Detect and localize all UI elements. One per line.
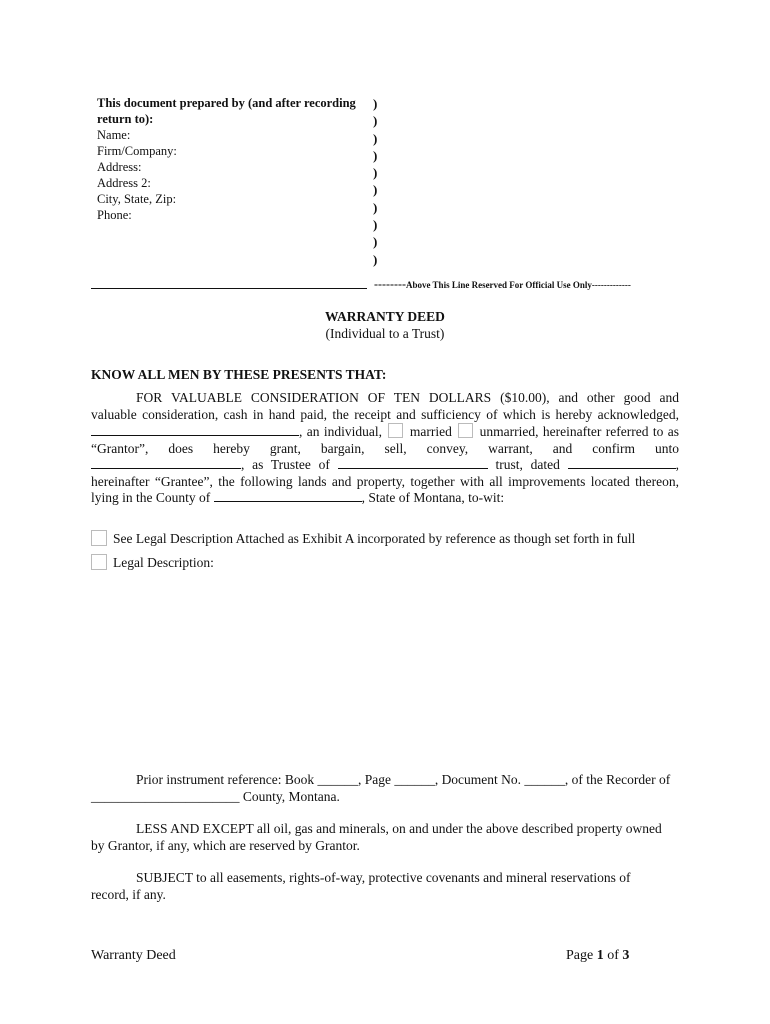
exhibit-a-label: See Legal Description Attached as Exhibit A incorporated by reference as though set forth in full	[113, 531, 636, 546]
document-subtitle: (Individual to a Trust)	[325, 326, 445, 341]
county-blank[interactable]	[214, 490, 362, 502]
legal-description-label: Legal Description:	[113, 555, 214, 570]
legal-description-option	[91, 554, 214, 571]
less-except-line-1: LESS AND EXCEPT all oil, gas and minerals, on and under the above described property owned	[136, 821, 662, 836]
recording-divider	[91, 288, 367, 289]
paren-column	[373, 95, 377, 268]
married-label: married	[409, 424, 452, 439]
reserved-dashes-right: -------------	[591, 280, 631, 290]
know-heading: KNOW ALL MEN BY THESE PRESENTS THAT:	[91, 367, 387, 382]
paren: )	[373, 130, 378, 146]
consideration-paragraph	[91, 390, 679, 507]
prior-line-1: Prior instrument reference: Book ______, Page ______, Document No. ______, of the Recorder of	[136, 772, 671, 787]
paren: )	[373, 251, 378, 267]
subject-paragraph	[91, 870, 679, 903]
consideration-line-4: “Grantor”, does hereby grant, bargain, sell, convey, warrant, and confirm unto	[91, 440, 679, 456]
exhibit-a-checkbox[interactable]	[91, 530, 107, 546]
page-indicator	[566, 948, 629, 964]
consideration-line-6: hereinafter “Grantee”, the following lands and property, together with all improvements located thereon,	[91, 473, 679, 489]
field-address: Address:	[97, 160, 142, 174]
subject-line-2: record, if any.	[91, 886, 166, 902]
unmarried-checkbox[interactable]	[458, 423, 473, 438]
paren: )	[373, 199, 378, 215]
of-word: of	[607, 948, 619, 963]
field-city-state-zip: City, State, Zip:	[97, 192, 177, 206]
field-address2: Address 2:	[97, 176, 151, 190]
trustee-name-blank[interactable]	[91, 457, 241, 469]
trustee-text: , as Trustee of	[241, 457, 330, 472]
footer-title: Warranty Deed	[91, 948, 176, 963]
consideration-line-3	[91, 423, 679, 441]
paren: )	[373, 165, 378, 181]
reserved-text: Above This Line Reserved For Official Use Only	[405, 280, 592, 290]
consideration-line-2: valuable consideration, cash in hand paid, the receipt and sufficiency of which is hereby acknowledged,	[91, 406, 679, 422]
subject-line-1: SUBJECT to all easements, rights-of-way, protective covenants and mineral reservations of	[136, 870, 631, 885]
prior-instrument-paragraph	[91, 772, 679, 805]
prior-line-2: ______________________ County, Montana.	[91, 788, 340, 804]
date-blank[interactable]	[568, 457, 676, 469]
field-phone: Phone:	[97, 208, 132, 222]
married-checkbox[interactable]	[388, 423, 403, 438]
field-name: Name:	[97, 128, 131, 142]
document-title: WARRANTY DEED	[325, 309, 445, 324]
paren: )	[373, 182, 378, 198]
paren: )	[373, 113, 378, 129]
reserved-notice	[374, 277, 631, 292]
preparer-block	[97, 95, 367, 223]
paren: )	[373, 96, 378, 111]
legal-description-checkbox[interactable]	[91, 554, 107, 570]
less-except-paragraph	[91, 821, 679, 854]
consideration-line-5	[91, 457, 679, 474]
page-number: 1	[596, 948, 604, 963]
unmarried-label: unmarried, hereinafter referred to as	[479, 424, 680, 439]
preparer-heading-cont: return to):	[97, 112, 154, 126]
county-text: lying in the County of	[91, 490, 211, 505]
individual-text: , an individual,	[299, 424, 383, 439]
trust-name-blank[interactable]	[338, 457, 488, 469]
field-firm: Firm/Company:	[97, 144, 177, 158]
grantor-name-blank[interactable]	[91, 424, 299, 436]
state-text: , State of Montana, to-wit:	[361, 490, 505, 505]
exhibit-option	[91, 530, 635, 547]
paren: )	[373, 147, 378, 163]
preparer-heading: This document prepared by (and after recording	[97, 96, 356, 110]
reserved-dashes-left: --------	[374, 277, 406, 291]
page-total: 3	[622, 948, 630, 963]
less-except-line-2: by Grantor, if any, which are reserved by Grantor.	[91, 837, 360, 853]
consideration-line-1: FOR VALUABLE CONSIDERATION OF TEN DOLLARS ($10.00), and other good and	[136, 390, 679, 405]
comma: ,	[675, 457, 679, 472]
consideration-line-7	[91, 490, 679, 507]
trust-dated-text: trust, dated	[495, 457, 560, 472]
paren: )	[373, 234, 378, 250]
page-word: Page	[566, 948, 594, 963]
paren: )	[373, 217, 378, 233]
